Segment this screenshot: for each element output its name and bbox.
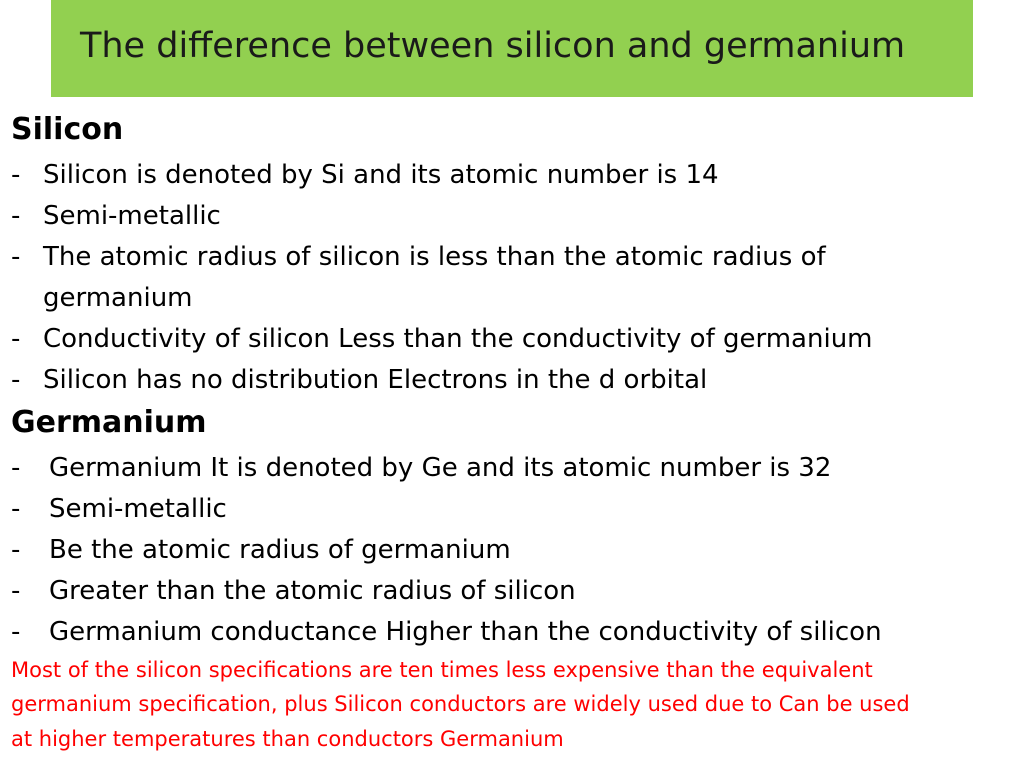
bullet-dash: - [11, 160, 21, 190]
bullet-dash: - [11, 453, 21, 483]
cost-note-line-1: Most of the silicon specifications are ten times less expensive than the equivalent [11, 658, 873, 682]
bullet-dash: - [11, 242, 21, 272]
germanium-heading: Germanium [11, 405, 207, 440]
silicon-heading: Silicon [11, 112, 124, 147]
bullet-dash: - [11, 201, 21, 231]
silicon-bullet-2: Semi-metallic [43, 201, 221, 231]
germanium-bullet-3: Be the atomic radius of germanium [49, 535, 511, 565]
bullet-dash: - [11, 617, 21, 647]
germanium-bullet-2: Semi-metallic [49, 494, 227, 524]
bullet-dash: - [11, 576, 21, 606]
cost-note-line-2: germanium specification, plus Silicon conductors are widely used due to Can be used [11, 692, 910, 716]
silicon-bullet-1: Silicon is denoted by Si and its atomic number is 14 [43, 160, 719, 190]
silicon-bullet-3-continued: germanium [43, 283, 193, 313]
bullet-dash: - [11, 324, 21, 354]
bullet-dash: - [11, 494, 21, 524]
silicon-bullet-3: The atomic radius of silicon is less than the atomic radius of [43, 242, 826, 272]
cost-note-line-3: at higher temperatures than conductors Germanium [11, 727, 564, 751]
germanium-bullet-4: Greater than the atomic radius of silicon [49, 576, 576, 606]
silicon-bullet-4: Conductivity of silicon Less than the conductivity of germanium [43, 324, 873, 354]
silicon-bullet-5: Silicon has no distribution Electrons in the d orbital [43, 365, 708, 395]
slide-title: The difference between silicon and germanium [80, 26, 906, 66]
germanium-bullet-1: Germanium It is denoted by Ge and its atomic number is 32 [49, 453, 832, 483]
bullet-dash: - [11, 365, 21, 395]
germanium-bullet-5: Germanium conductance Higher than the conductivity of silicon [49, 617, 882, 647]
bullet-dash: - [11, 535, 21, 565]
